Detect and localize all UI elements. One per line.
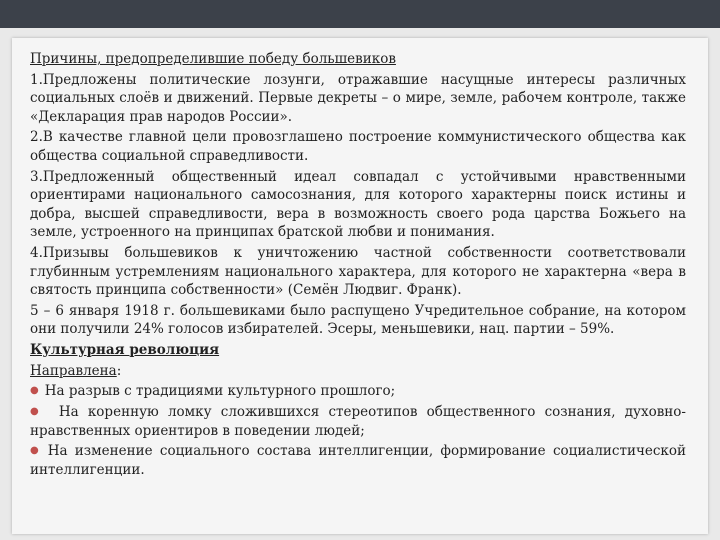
- bullet-dot-icon: ●: [30, 445, 42, 457]
- slide-content: [30, 50, 686, 482]
- list-item: 2.В качестве главной цели провозглашено построение коммунистического общества как общества социальной справедливости.: [30, 129, 686, 164]
- direction-colon: :: [116, 362, 122, 379]
- heading: Причины, предопределившие победу большевиков: [30, 51, 396, 67]
- bullet-dot-icon: ●: [30, 406, 44, 418]
- list-item: 5 – 6 января 1918 г. большевиками было распущено Учредительное собрание, на котором они получили 24% голосов избирателей. Эсеры, меньшевики, нац. партии – 59%.: [30, 302, 686, 338]
- section-title: Культурная революция: [30, 341, 220, 358]
- bullet-item: [30, 442, 686, 479]
- list-item: 4.Призывы большевиков к уничтожению частной собственности соответствовали глубинным устремлениям национального характера, для которого не характерна «вера в святость принципа собственности» (Семён Людвиг. Франк).: [30, 244, 686, 299]
- list-item: 1.Предложены политические лозунги, отражавшие насущные интересы различных социальных слоёв и движений. Первые декреты – о мире, земле, рабочем контроле, также «Декларация прав народов России».: [30, 71, 686, 125]
- bullet-text: На коренную ломку сложившихся стереотипов общественного сознания, духовно-нравственных ориентиров в поведении людей;: [30, 403, 686, 439]
- list-item: 3.Предложенный общественный идеал совпадал с устойчивыми нравственными ориентирами национального самосознания, для которого характерны поиск истины и добра, высшей справедливости, вера в возможность своего рода царства Божьего на земле, устроенного на принципах братской любви и понимания.: [30, 168, 686, 241]
- direction-line: [30, 362, 686, 381]
- bullet-dot-icon: ●: [30, 385, 39, 397]
- direction-label: Направлена: [30, 362, 117, 379]
- bullet-text: На разрыв с традициями культурного прошлого;: [44, 383, 396, 400]
- bullet-text: На изменение социального состава интеллигенции, формирование социалистической интеллигенции.: [30, 443, 686, 479]
- top-bar: [0, 0, 720, 28]
- bullet-item: [30, 403, 686, 440]
- bullet-item: [30, 382, 686, 401]
